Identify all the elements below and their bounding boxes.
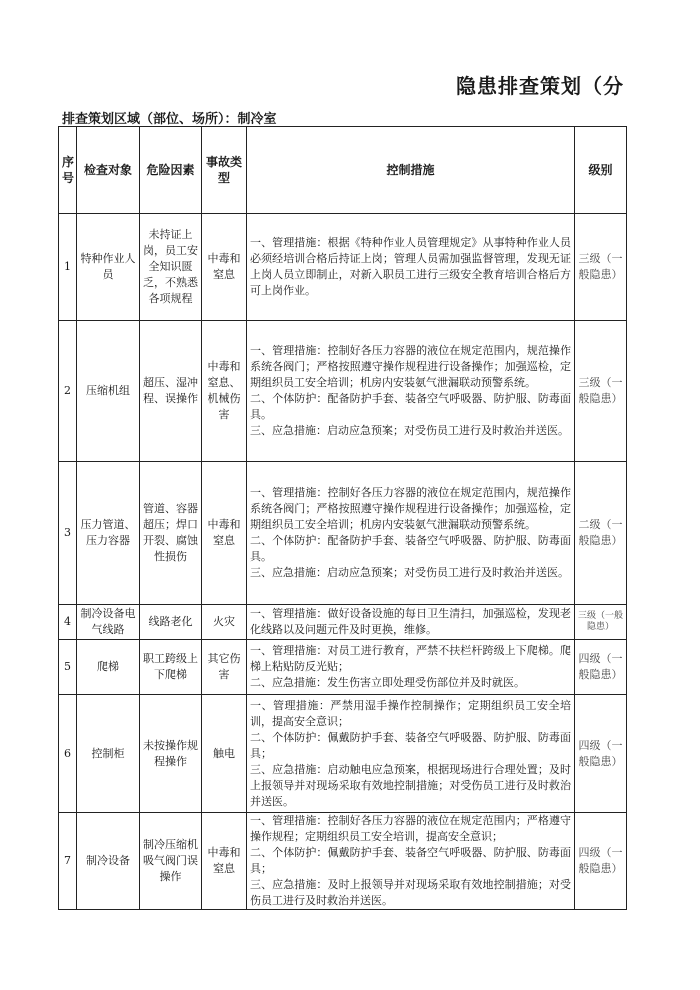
table-row: [59, 695, 627, 813]
cell-object: 控制柜: [77, 695, 140, 813]
inspection-area-label: 排查策划区域（部位、场所）：制冷室: [62, 112, 277, 127]
measure-line: 一、管理措施：控制好各压力容器的液位在规定范围内；严格遵守操作规程；定期组织员工安全培训，提高安全意识；: [250, 814, 571, 843]
cell-level: 三级（一般隐患）: [575, 605, 627, 640]
table-row: [59, 605, 627, 640]
measure-line: 一、管理措施：控制好各压力容器的液位在规定范围内，规范操作系统各阀门；严格按照遵守操作规程进行设备操作；加强巡检，定期组织员工安全培训；机房内安装氨气泄漏联动预警系统。: [250, 344, 571, 389]
cell-accident: 中毒和窒息、机械伤害: [202, 321, 247, 462]
cell-measures: [247, 695, 575, 813]
cell-risk: 未持证上岗，员工安全知识匮乏，不熟悉各项规程: [140, 214, 202, 321]
cell-object: 制冷设备电气线路: [77, 605, 140, 640]
header-object: 检查对象: [77, 127, 140, 214]
cell-accident: 其它伤害: [202, 640, 247, 695]
cell-accident: 触电: [202, 695, 247, 813]
measure-line: 二、个体防护：配备防护手套、装备空气呼吸器、防护服、防毒面具。: [250, 392, 571, 421]
cell-measures: [247, 321, 575, 462]
cell-level: 二级（一般隐患）: [575, 462, 627, 605]
cell-level: 四级（一般隐患）: [575, 640, 627, 695]
document-title: 隐患排查策划（分: [456, 74, 624, 98]
cell-accident: 火灾: [202, 605, 247, 640]
cell-measures: [247, 462, 575, 605]
cell-risk: 未按操作规程操作: [140, 695, 202, 813]
measure-line: 三、应急措施：启动应急预案；对受伤员工进行及时救治并送医。: [250, 424, 569, 437]
cell-no: 4: [59, 605, 77, 640]
measure-line: 一、管理措施：做好设备设施的每日卫生清扫，加强巡检，发现老化线路以及问题元件及时更换，维修。: [250, 607, 571, 636]
header-risk: 危险因素: [140, 127, 202, 214]
cell-level: 四级（一般隐患）: [575, 813, 627, 910]
measure-line: 一、管理措施：控制好各压力容器的液位在规定范围内，规范操作系统各阀门；严格按照遵守操作规程进行设备操作；加强巡检，定期组织员工安全培训；机房内安装氨气泄漏联动预警系统。: [250, 486, 571, 531]
cell-no: 5: [59, 640, 77, 695]
cell-object: 压缩机组: [77, 321, 140, 462]
header-level: 级别: [575, 127, 627, 214]
measure-line: 二、应急措施：发生伤害立即处理受伤部位并及时就医。: [250, 676, 525, 689]
cell-accident: 中毒和窒息: [202, 462, 247, 605]
cell-object: 特种作业人员: [77, 214, 140, 321]
cell-risk: 超压、湿冲程、误操作: [140, 321, 202, 462]
measure-line: 二、个体防护：配备防护手套、装备空气呼吸器、防护服、防毒面具。: [250, 534, 571, 563]
cell-level: 三级（一般隐患）: [575, 214, 627, 321]
table-row: [59, 462, 627, 605]
header-no: 序号: [59, 127, 77, 214]
table-row: [59, 321, 627, 462]
hazard-inspection-table: [58, 126, 627, 910]
measure-line: 一、管理措施：根据《特种作业人员管理规定》从事特种作业人员必须经培训合格后持证上岗；管理人员需加强监督管理，发现无证上岗人员立即制止，对新入职员工进行三级安全教育培训合格后方可上岗作业。: [250, 236, 571, 297]
table-row: [59, 640, 627, 695]
table-header-row: [59, 127, 627, 214]
cell-object: 压力管道、压力容器: [77, 462, 140, 605]
measure-line: 一、管理措施：对员工进行教育，严禁不扶栏杆跨级上下爬梯。爬梯上粘贴防反光贴；: [250, 644, 571, 673]
measure-line: 二、个体防护：佩戴防护手套、装备空气呼吸器、防护服、防毒面具；: [250, 730, 571, 760]
cell-no: 2: [59, 321, 77, 462]
cell-measures: [247, 214, 575, 321]
header-accident: 事故类型: [202, 127, 247, 214]
table-row: [59, 214, 627, 321]
table-row: [59, 813, 627, 910]
cell-no: 7: [59, 813, 77, 910]
cell-accident: 中毒和窒息: [202, 813, 247, 910]
measure-line: 二、个体防护：佩戴防护手套、装备空气呼吸器、防护服、防毒面具；: [250, 846, 571, 875]
measure-line: 一、管理措施：严禁用湿手操作控制操作；定期组织员工安全培训，提高安全意识；: [250, 698, 571, 728]
cell-risk: 制冷压缩机吸气阀门误操作: [140, 813, 202, 910]
cell-level: 四级（一般隐患）: [575, 695, 627, 813]
cell-object: 制冷设备: [77, 813, 140, 910]
cell-accident: 中毒和窒息: [202, 214, 247, 321]
cell-measures: [247, 605, 575, 640]
cell-level: 三级（一般隐患）: [575, 321, 627, 462]
measure-line: 三、应急措施：启动触电应急预案，根据现场进行合理处置；及时上报领导并对现场采取有效地控制措施；对受伤员工进行及时救治并送医。: [250, 762, 571, 808]
cell-no: 1: [59, 214, 77, 321]
cell-risk: 管道、容器超压；焊口开裂、腐蚀性损伤: [140, 462, 202, 605]
cell-object: 爬梯: [77, 640, 140, 695]
header-measures: 控制措施: [247, 127, 575, 214]
cell-measures: [247, 640, 575, 695]
cell-no: 6: [59, 695, 77, 813]
cell-no: 3: [59, 462, 77, 605]
cell-risk: 线路老化: [140, 605, 202, 640]
measure-line: 三、应急措施：启动应急预案；对受伤员工进行及时救治并送医。: [250, 566, 569, 579]
measure-line: 三、应急措施：及时上报领导并对现场采取有效地控制措施；对受伤员工进行及时救治并送医。: [250, 878, 571, 907]
cell-measures: [247, 813, 575, 910]
cell-risk: 职工跨级上下爬梯: [140, 640, 202, 695]
